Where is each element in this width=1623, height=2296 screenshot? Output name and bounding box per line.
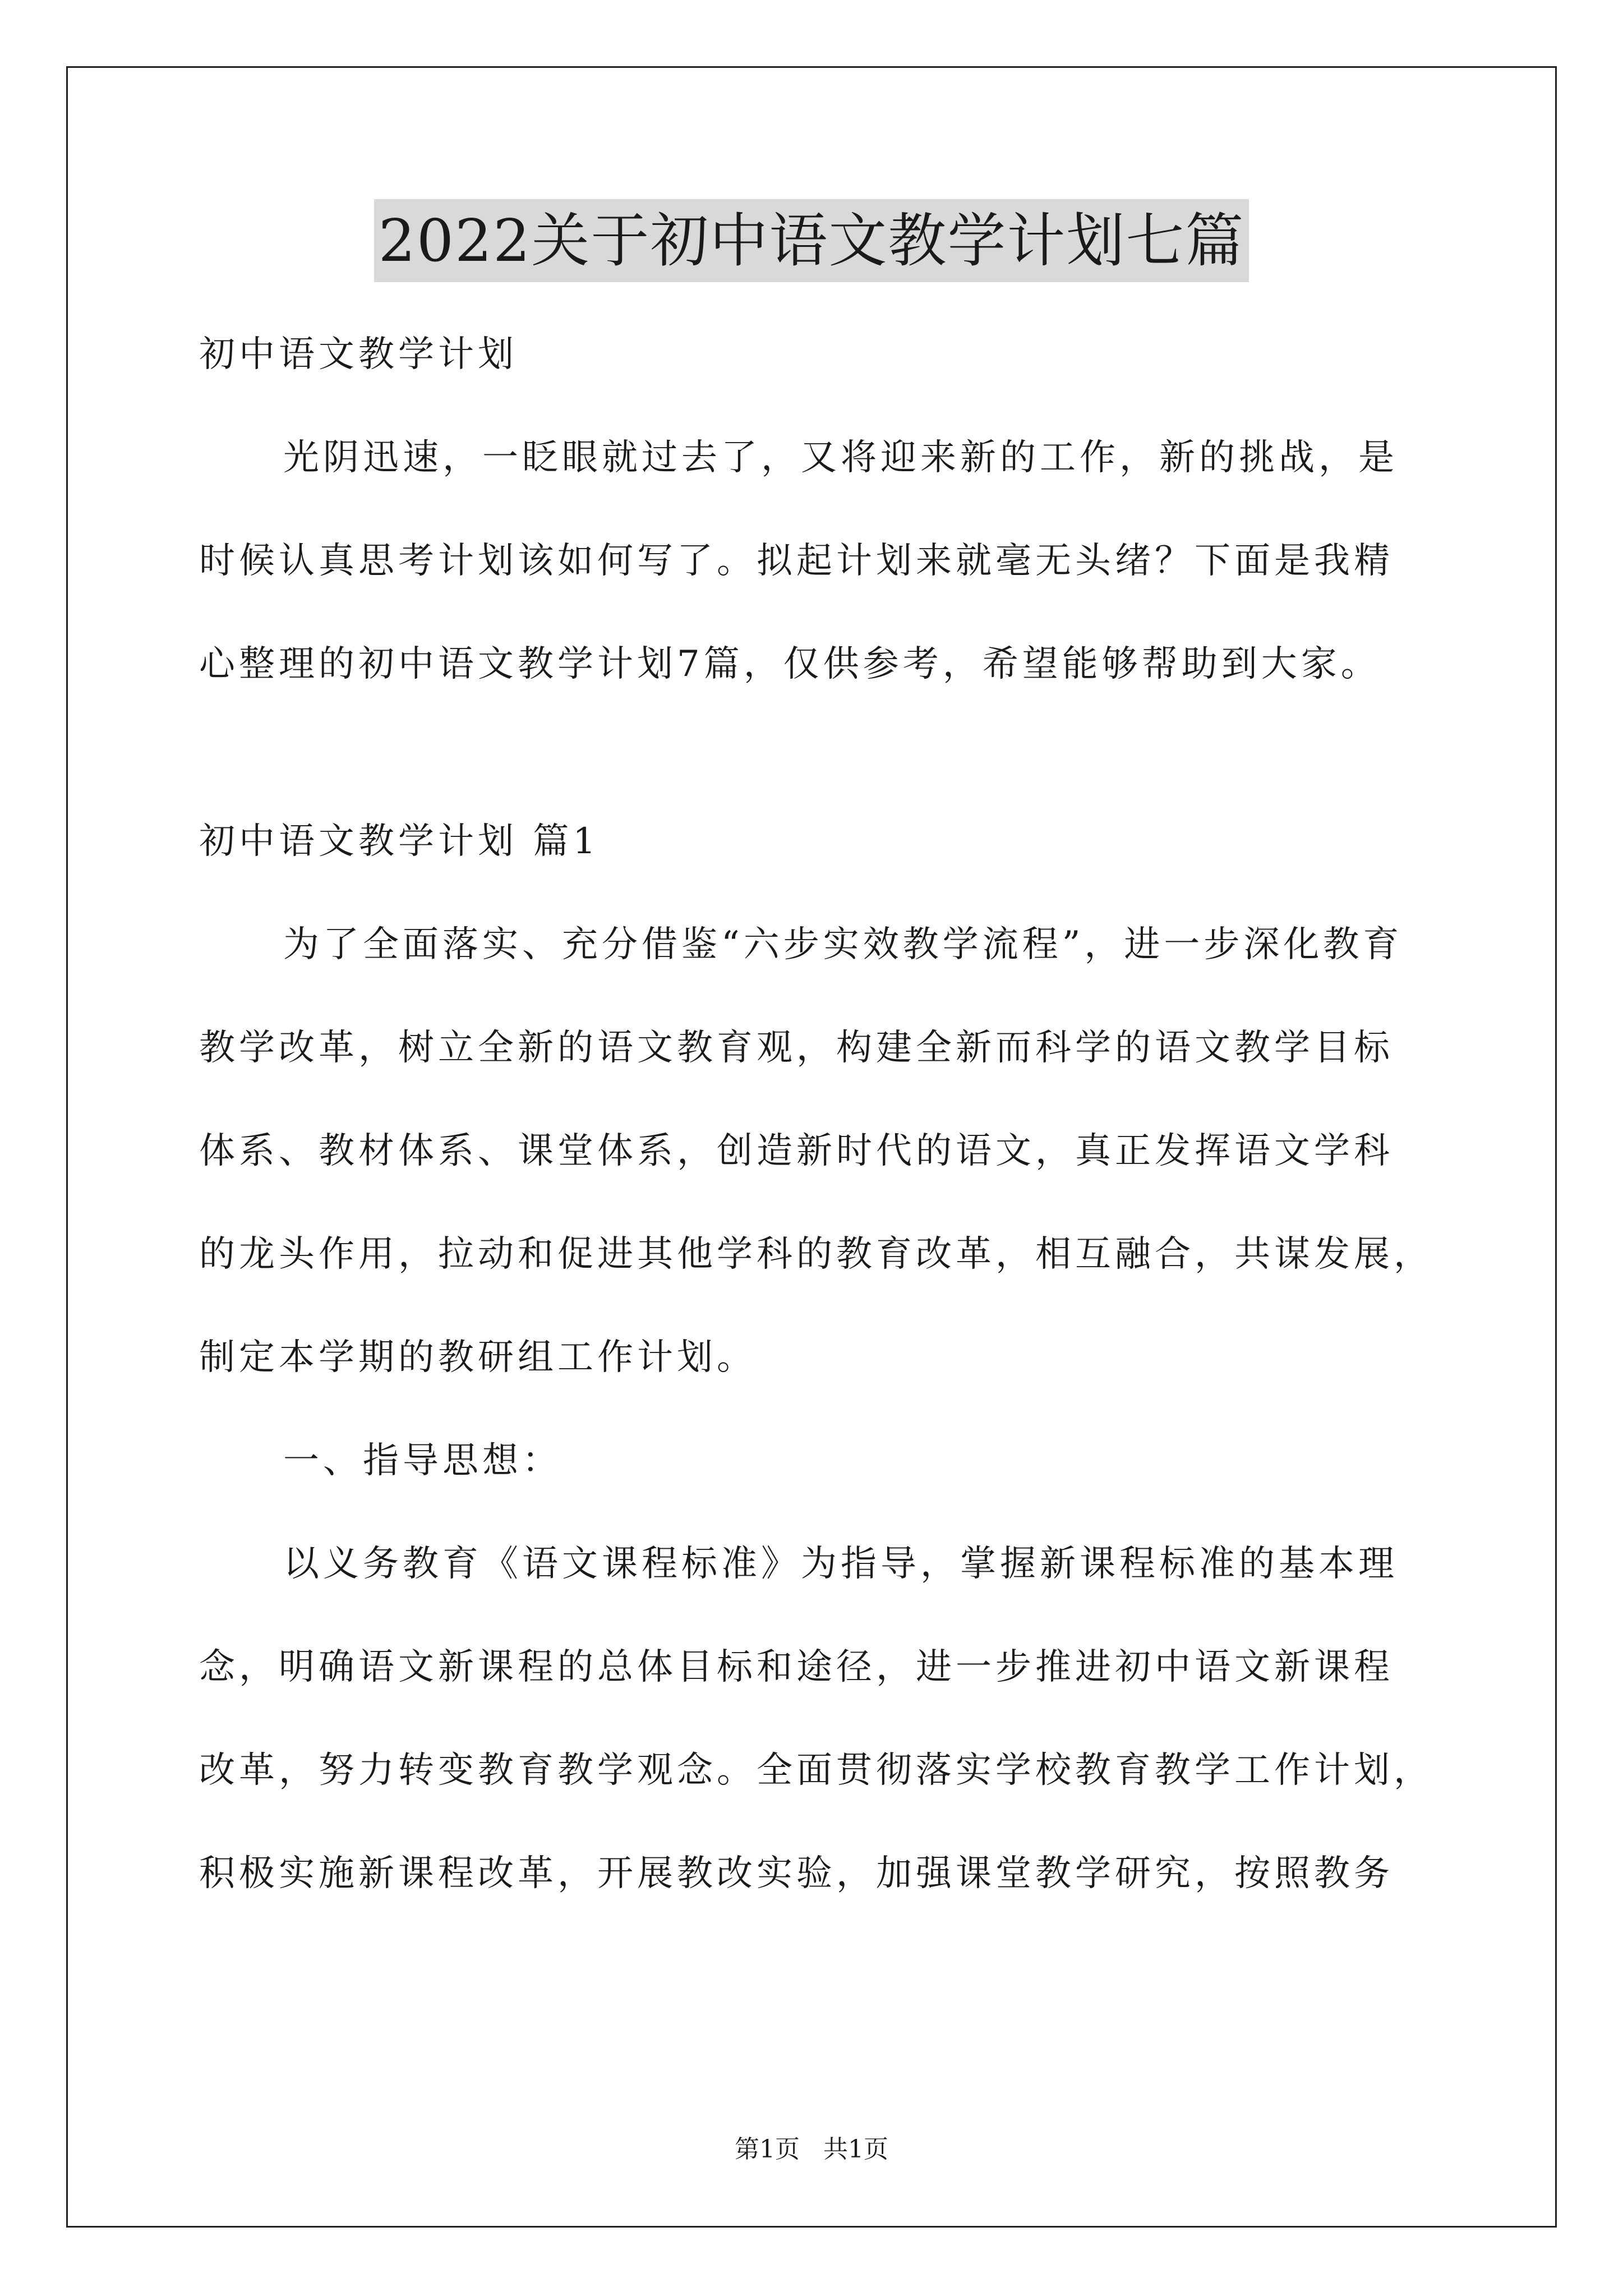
section-gap bbox=[199, 716, 1467, 790]
paragraph-line: 时候认真思考计划该如何写了。拟起计划来就毫无头绪？下面是我精 bbox=[199, 540, 1394, 582]
paragraph-line: 光阴迅速，一眨眼就过去了，又将迎来新的工作，新的挑战，是 bbox=[283, 437, 1398, 478]
section-heading: 初中语文教学计划 篇1 bbox=[199, 821, 600, 862]
paragraph-line: 体系、教材体系、课堂体系，创造新时代的语文，真正发挥语文学科 bbox=[199, 1130, 1394, 1172]
paragraph-line: 改革，努力转变教育教学观念。全面贯彻落实学校教育教学工作计划， bbox=[199, 1750, 1433, 1791]
paragraph-line: 念，明确语文新课程的总体目标和途径，进一步推进初中语文新课程 bbox=[199, 1646, 1394, 1688]
paragraph-line: 教学改革，树立全新的语文教育观，构建全新而科学的语文教学目标 bbox=[199, 1027, 1394, 1069]
paragraph-line: 心整理的初中语文教学计划7篇，仅供参考，希望能够帮助到大家。 bbox=[199, 643, 1381, 685]
document-body bbox=[199, 303, 1467, 1925]
paragraph-line: 制定本学期的教研组工作计划。 bbox=[199, 1337, 757, 1378]
paragraph-line: 以义务教育《语文课程标准》为指导，掌握新课程标准的基本理 bbox=[283, 1543, 1398, 1585]
intro-heading: 初中语文教学计划 bbox=[199, 334, 518, 375]
page-number-total: 共1页 bbox=[823, 2135, 888, 2164]
paragraph-line: 的龙头作用，拉动和促进其他学科的教育改革，相互融合，共谋发展， bbox=[199, 1234, 1433, 1275]
page-footer bbox=[0, 2129, 1623, 2165]
page-number-current: 第1页 bbox=[735, 2135, 800, 2164]
subheading: 一、指导思想： bbox=[283, 1440, 562, 1481]
paragraph-line: 为了全面落实、充分借鉴“六步实效教学流程”，进一步深化教育 bbox=[283, 924, 1403, 965]
title-container bbox=[0, 199, 1623, 282]
document-title: 2022关于初中语文教学计划七篇 bbox=[374, 199, 1249, 282]
paragraph-line: 积极实施新课程改革，开展教改实验，加强课堂教学研究，按照教务 bbox=[199, 1853, 1394, 1894]
